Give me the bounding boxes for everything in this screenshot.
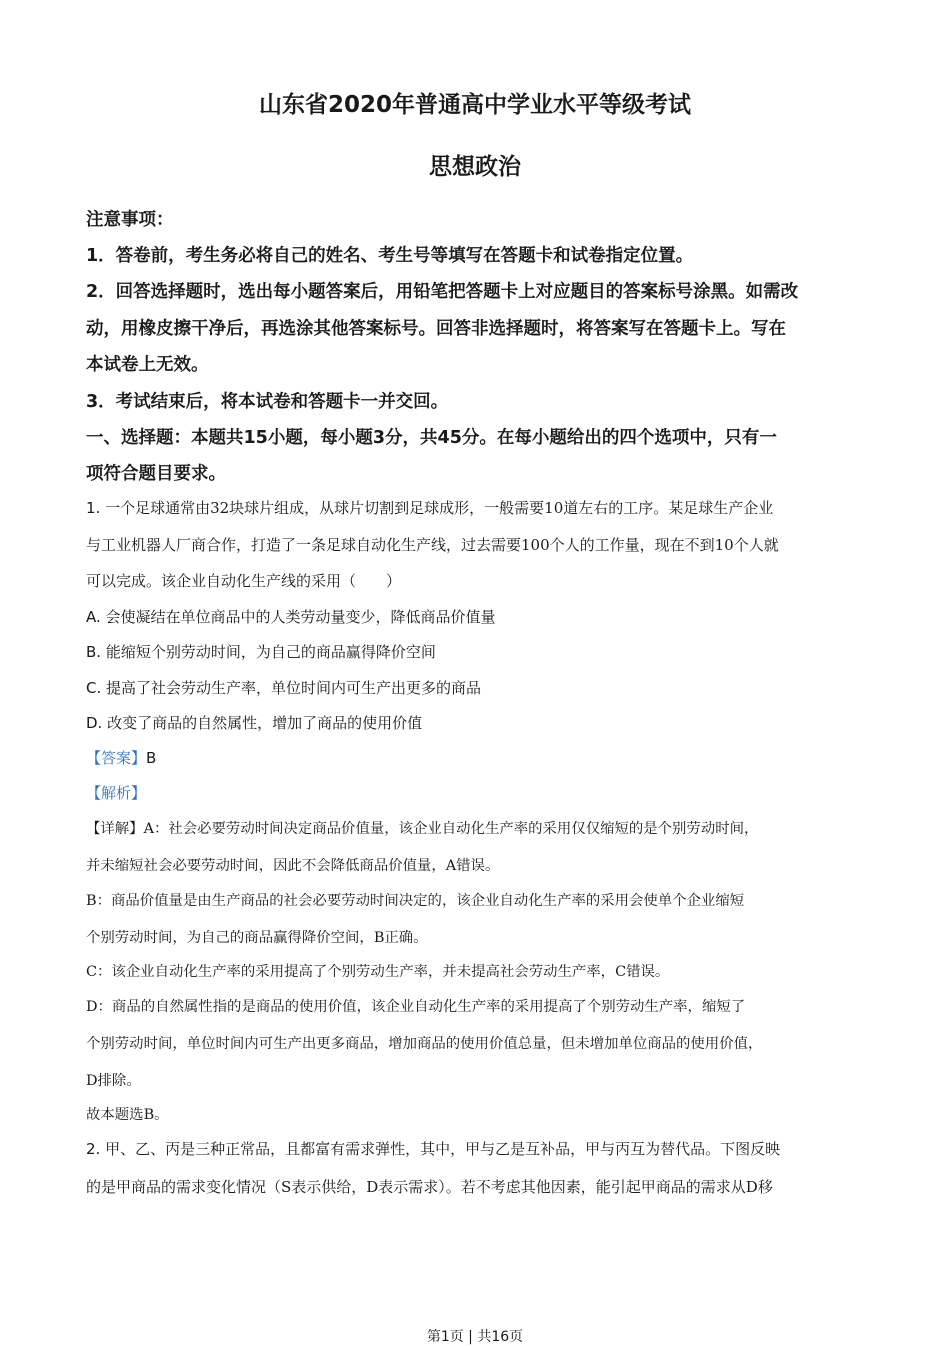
notice-item-1: 1．答卷前，考生务必将自己的姓名、考生号等填写在答题卡和试卷指定位置。 — [86, 246, 694, 266]
question-2-stem-line-2: 的是甲商品的需求变化情况（S表示供给，D表示需求）。若不考虑其他因素，能引起甲商品的需求从D移 — [86, 1178, 773, 1196]
detail-text: A：社会必要劳动时间决定商品价值量，该企业自动化生产率的采用仅仅缩短的是个别劳动时间， — [143, 821, 759, 837]
question-2-stem-line-1 — [86, 1138, 780, 1159]
detail-line-8: D排除。 — [86, 1073, 141, 1089]
question-1-stem-line-1 — [86, 497, 773, 518]
question-number: 1. — [86, 499, 101, 517]
option-key: D. — [86, 714, 103, 732]
exam-subject: 思想政治 — [429, 154, 521, 180]
section-heading-line-2: 项符合题目要求。 — [86, 464, 226, 484]
detail-label: 【详解】 — [86, 821, 144, 837]
option-d — [86, 712, 422, 733]
exam-title: 山东省2020年普通高中学业水平等级考试 — [258, 92, 691, 118]
question-1-stem-line-2: 与工业机器人厂商合作，打造了一条足球自动化生产线，过去需要100个人的工作量，现在不到10个人就 — [86, 536, 779, 554]
option-text: 能缩短个别劳动时间，为自己的商品赢得降价空间 — [101, 643, 436, 661]
option-c — [86, 677, 481, 698]
detail-line-7: 个别劳动时间，单位时间内可生产出更多商品，增加商品的使用价值总量，但未增加单位商品的使用价值， — [86, 1036, 763, 1052]
question-text: 甲、乙、丙是三种正常品，且都富有需求弹性，其中，甲与乙是互补品，甲与丙互为替代品。下图反映 — [100, 1140, 781, 1158]
answer-line — [86, 747, 156, 768]
question-text: 一个足球通常由32块球片组成，从球片切割到足球成形，一般需要10道左右的工序。某足球生产企业 — [100, 499, 774, 517]
detail-line-9: 故本题选B。 — [86, 1107, 169, 1123]
page-footer: 第1页 | 共16页 — [426, 1329, 524, 1345]
answer-label: 【答案】 — [86, 749, 147, 767]
question-1-stem-line-3: 可以完成。该企业自动化生产线的采用（ ） — [86, 572, 402, 590]
detail-line-2: 并未缩短社会必要劳动时间，因此不会降低商品价值量，A错误。 — [86, 858, 500, 874]
notice-item-2-line-1: 2．回答选择题时，选出每小题答案后，用铅笔把答题卡上对应题目的答案标号涂黑。如需改 — [86, 282, 799, 302]
detail-line-4: 个别劳动时间，为自己的商品赢得降价空间，B正确。 — [86, 930, 428, 946]
detail-line-1 — [86, 817, 758, 838]
section-heading-line-1: 一、选择题：本题共15小题，每小题3分，共45分。在每小题给出的四个选项中，只有一 — [86, 428, 777, 448]
question-number: 2. — [86, 1140, 101, 1158]
option-text: 改变了商品的自然属性，增加了商品的使用价值 — [102, 714, 423, 732]
detail-line-3: B：商品价值量是由生产商品的社会必要劳动时间决定的，该企业自动化生产率的采用会使单个企业缩短 — [86, 893, 745, 909]
option-b — [86, 641, 436, 662]
notice-item-2-line-3: 本试卷上无效。 — [86, 355, 209, 375]
notice-heading: 注意事项： — [86, 210, 174, 230]
detail-line-5: C：该企业自动化生产率的采用提高了个别劳动生产率，并未提高社会劳动生产率，C错误。 — [86, 964, 670, 980]
analysis-label: 【解析】 — [86, 784, 147, 802]
notice-item-2-line-2: 动，用橡皮擦干净后，再选涂其他答案标号。回答非选择题时，将答案写在答题卡上。写在 — [86, 319, 786, 339]
answer-value: B — [146, 749, 157, 767]
option-key: B. — [86, 643, 102, 661]
option-a — [86, 606, 496, 627]
detail-line-6: D：商品的自然属性指的是商品的使用价值，该企业自动化生产率的采用提高了个别劳动生产率，缩短了 — [86, 999, 746, 1015]
option-text: 会使凝结在单位商品中的人类劳动量变少，降低商品价值量 — [100, 608, 496, 626]
notice-item-3: 3．考试结束后，将本试卷和答题卡一并交回。 — [86, 392, 449, 412]
option-key: A. — [86, 608, 101, 626]
option-text: 提高了社会劳动生产率，单位时间内可生产出更多的商品 — [101, 679, 482, 697]
option-key: C. — [86, 679, 102, 697]
